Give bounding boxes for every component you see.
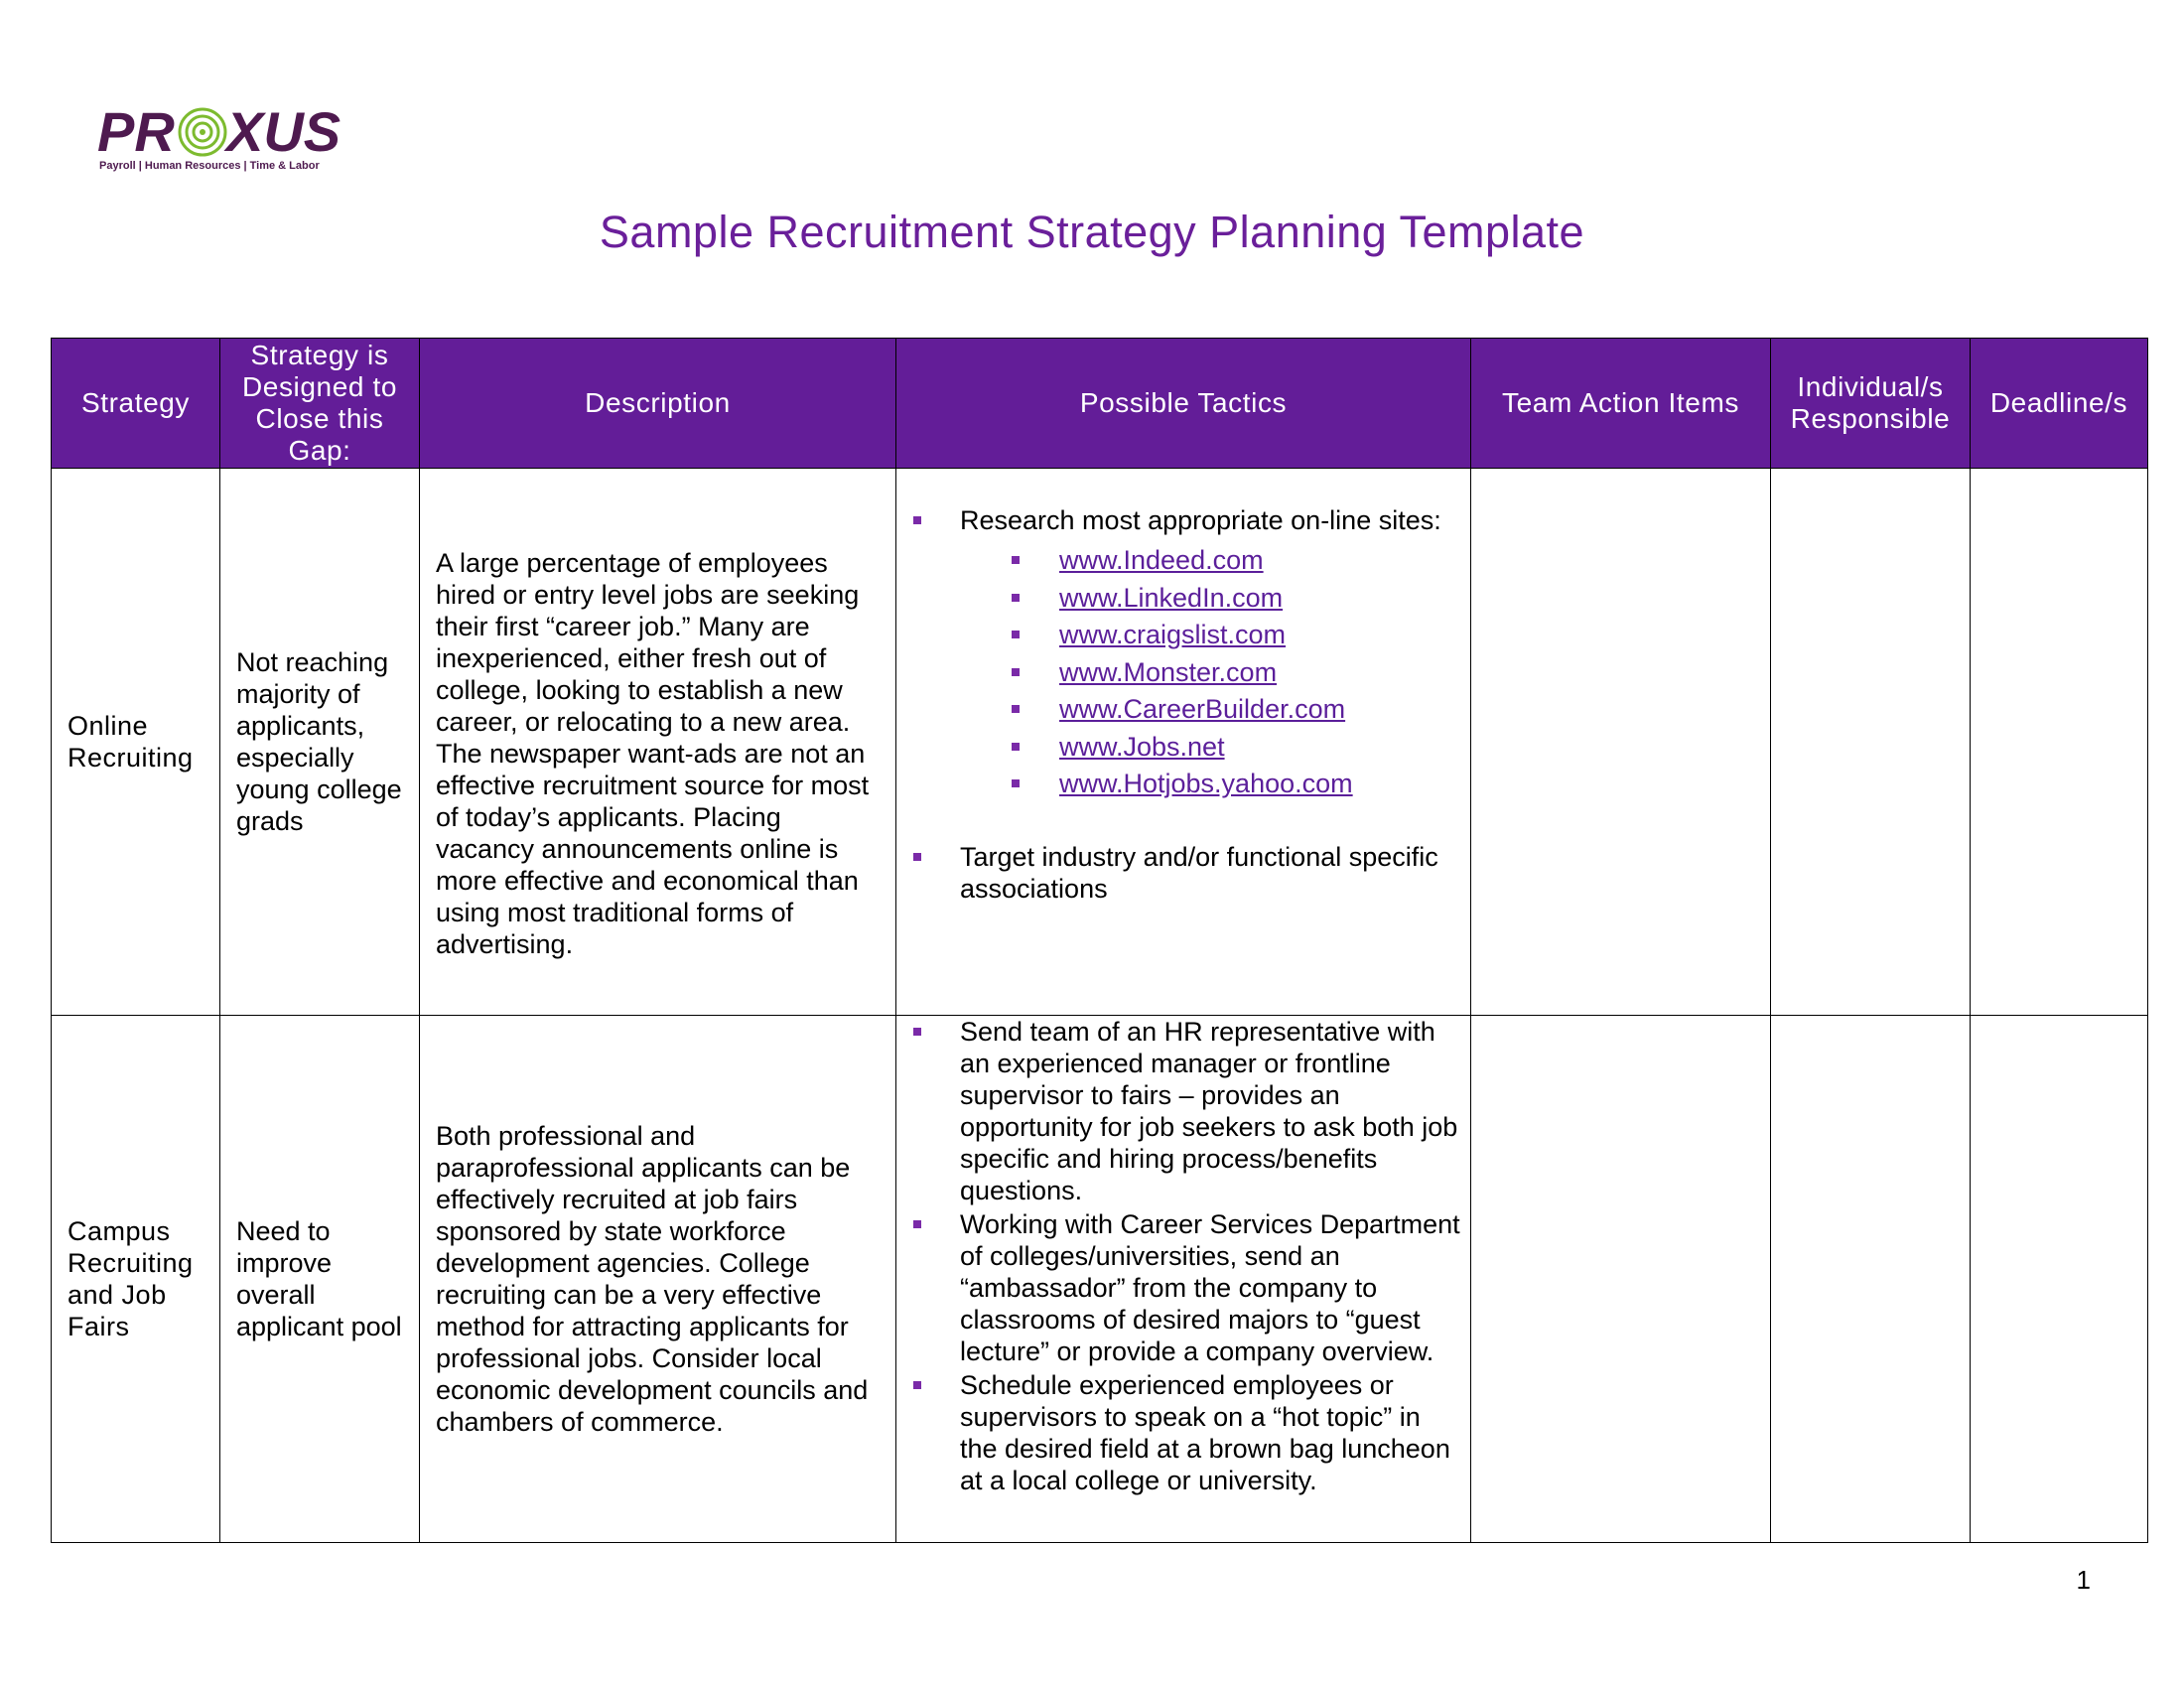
site-list-item bbox=[960, 580, 1460, 618]
strategy-table bbox=[51, 338, 2148, 1543]
strategy-cell: Campus Recruiting and Job Fairs bbox=[52, 1016, 220, 1543]
list-spacer bbox=[960, 803, 1460, 841]
header-team-action-items: Team Action Items bbox=[1471, 339, 1771, 469]
tactics-cell bbox=[896, 1016, 1471, 1543]
header-possible-tactics: Possible Tactics bbox=[896, 339, 1471, 469]
deadline-cell[interactable] bbox=[1971, 469, 2148, 1016]
tactic-text: Target industry and/or functional specific associations bbox=[960, 841, 1438, 904]
site-list-item bbox=[960, 729, 1460, 767]
site-link-monster[interactable]: www.Monster.com bbox=[1059, 656, 1278, 687]
header-strategy: Strategy bbox=[52, 339, 220, 469]
site-list-item bbox=[960, 617, 1460, 654]
header-description: Description bbox=[420, 339, 896, 469]
site-list-item bbox=[960, 691, 1460, 729]
site-link-indeed[interactable]: www.Indeed.com bbox=[1059, 545, 1264, 575]
svg-text:Payroll | Human Resources |: Payroll | Human Resources | Time & Labor bbox=[99, 160, 320, 172]
header-individuals-responsible: Individual/s Responsible bbox=[1771, 339, 1971, 469]
description-cell: Both professional and paraprofessional applicants can be effectively recruited at job fairs sponsored by state workforce development agencies. College recruiting can be a very effective method for attracting applicants for professional jobs. Consider local economic development councils and chambers of commerce. bbox=[420, 1016, 896, 1543]
site-link-linkedin[interactable]: www.LinkedIn.com bbox=[1059, 582, 1284, 613]
site-link-careerbuilder[interactable]: www.CareerBuilder.com bbox=[1059, 694, 1346, 724]
strategy-cell: Online Recruiting bbox=[52, 469, 220, 1016]
gap-cell: Need to improve overall applicant pool bbox=[220, 1016, 420, 1543]
table-header-row bbox=[52, 339, 2148, 469]
site-list-item bbox=[960, 542, 1460, 580]
tactic-item: Send team of an HR representative with an experienced manager or frontline supervisor to fairs – provides an opportunity for job seekers to ask both job specific and hiring process/benefits questions. bbox=[912, 1016, 1460, 1206]
gap-cell: Not reaching majority of applicants, especially young college grads bbox=[220, 469, 420, 1016]
site-list bbox=[960, 542, 1460, 803]
site-link-jobs-net[interactable]: www.Jobs.net bbox=[1059, 731, 1225, 762]
tactics-list bbox=[912, 504, 1460, 905]
site-list-item bbox=[960, 766, 1460, 803]
header-deadlines: Deadline/s bbox=[1971, 339, 2148, 469]
tactic-text: Research most appropriate on-line sites: bbox=[960, 505, 1441, 535]
site-link-hotjobs[interactable]: www.Hotjobs.yahoo.com bbox=[1059, 769, 1353, 798]
description-cell: A large percentage of employees hired or entry level jobs are seeking their first “career job.” Many are inexperienced, either fresh out of college, looking to establish a new career, or relocating to a new area. The newspaper want-ads are not an effective recruitment source for most of today’s applicants. Placing vacancy announcements online is more effective and economical than using most traditional forms of advertising. bbox=[420, 469, 896, 1016]
tactic-item: Schedule experienced employees or supervisors to speak on a “hot topic” in the desired field at a brown bag luncheon at a local college or university. bbox=[912, 1369, 1460, 1496]
deadline-cell[interactable] bbox=[1971, 1016, 2148, 1543]
team-action-cell[interactable] bbox=[1471, 469, 1771, 1016]
proxus-logo bbox=[97, 99, 375, 179]
svg-text:PR: PR bbox=[97, 100, 175, 163]
page-title: Sample Recruitment Strategy Planning Template bbox=[599, 207, 1585, 257]
tactic-item: Working with Career Services Department of colleges/universities, send an “ambassador” from the company to classrooms of desired majors to “guest lecture” or provide a company overview. bbox=[912, 1208, 1460, 1367]
header-gap: Strategy is Designed to Close this Gap: bbox=[220, 339, 420, 469]
table-row bbox=[52, 1016, 2148, 1543]
tactics-cell bbox=[896, 469, 1471, 1016]
table-row bbox=[52, 469, 2148, 1016]
responsible-cell[interactable] bbox=[1771, 1016, 1971, 1543]
site-link-craigslist[interactable]: www.craigslist.com bbox=[1059, 620, 1287, 649]
tactics-list bbox=[912, 1016, 1460, 1496]
tactic-item bbox=[912, 841, 1460, 905]
svg-text:XUS: XUS bbox=[226, 100, 341, 163]
page-number: 1 bbox=[2076, 1565, 2091, 1595]
responsible-cell[interactable] bbox=[1771, 469, 1971, 1016]
tactic-item bbox=[912, 504, 1460, 841]
site-list-item bbox=[960, 654, 1460, 692]
team-action-cell[interactable] bbox=[1471, 1016, 1771, 1543]
